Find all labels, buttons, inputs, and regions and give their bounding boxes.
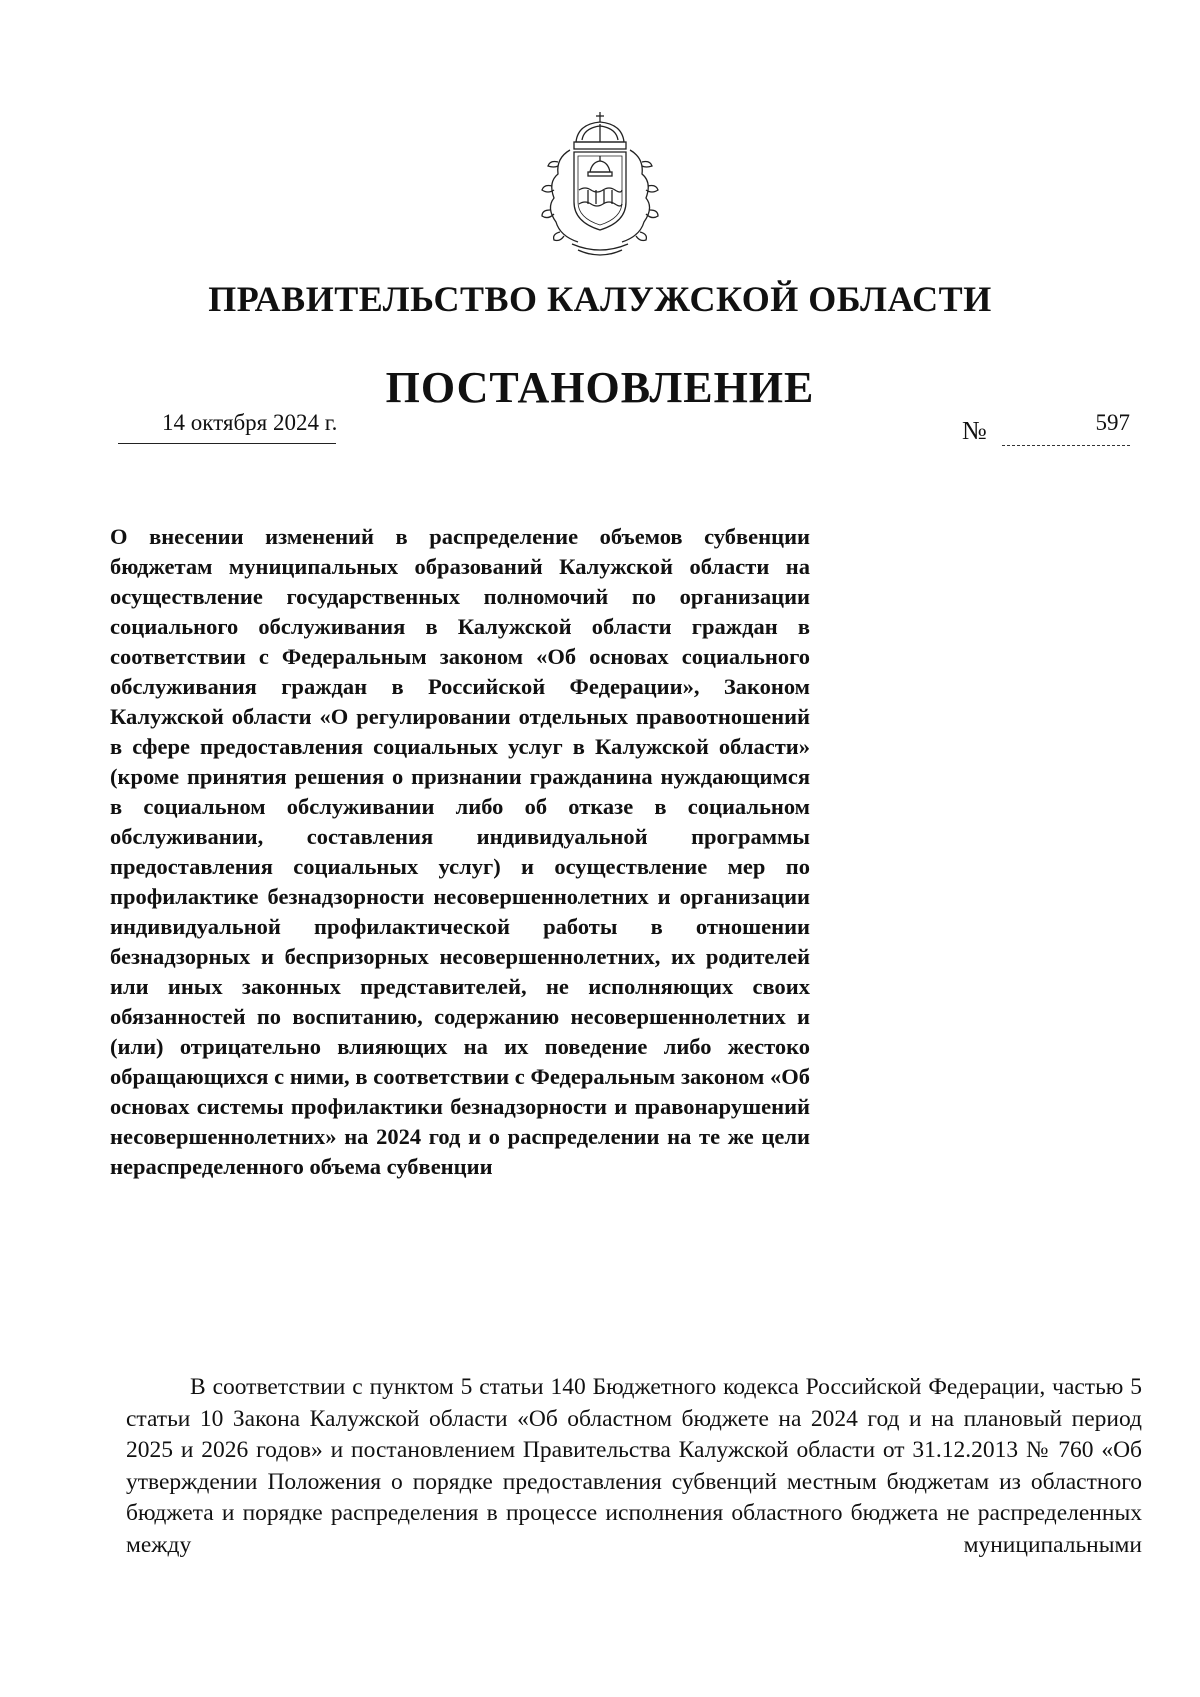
document-number xyxy=(962,410,1130,454)
kaluga-oblast-coat-of-arms-icon xyxy=(538,110,662,260)
government-name: ПРАВИТЕЛЬСТВО КАЛУЖСКОЙ ОБЛАСТИ xyxy=(208,279,992,319)
document-date xyxy=(118,410,336,450)
date-value: 14 октября 2024 г. xyxy=(162,410,338,435)
number-underline xyxy=(1002,445,1130,446)
number-value: 597 xyxy=(1095,410,1130,435)
number-sign: № xyxy=(962,416,987,445)
document-title: О внесении изменений в распределение объемов субвенции бюджетам муниципальных образований Калужской области на осуществление государственных полномочий по организации социального обслуживания в Калужской области граждан в соответствии с Федеральным законом «Об основах социального обслуживания граждан в Российской Федерации», Законом Калужской области «О регулировании отдельных правоотношений в сфере предоставления социальных услуг в Калужской области» (кроме принятия решения о признании гражданина нуждающимся в социальном обслуживании либо об отказе в социальном обслуживании, составления индивидуальной программы предоставления социальных услуг) и осуществление мер по профилактике безнадзорности несовершеннолетних и организации индивидуальной профилактической работы в отношении безнадзорных и беспризорных несовершеннолетних, их родителей или иных законных представителей, не исполняющих своих обязанностей по воспитанию, содержанию несовершеннолетних и (или) отрицательно влияющих на их поведение либо жестоко обращающихся с ними, в соответствии с Федеральным законом «Об основах системы профилактики безнадзорности и правонарушений несовершеннолетних» на 2024 год и о распределении на те же цели нераспределенного объема субвенции xyxy=(110,524,810,1179)
date-underline xyxy=(118,443,336,444)
document-type: ПОСТАНОВЛЕНИЕ xyxy=(385,363,815,412)
body-paragraph: В соответствии с пунктом 5 статьи 140 Бюджетного кодекса Российской Федерации, частью 5 статьи 10 Закона Калужской области «Об областном бюджете на 2024 год и на плановый период 2025 и 2026 годов» и постановлением Правительства Калужской области от 31.12.2013 № 760 «Об утверждении Положения о порядке предоставления субвенций местным бюджетам из областного бюджета и порядке распределения в процессе исполнения областного бюджета не распределенных между муниципальными xyxy=(126,1374,1142,1558)
